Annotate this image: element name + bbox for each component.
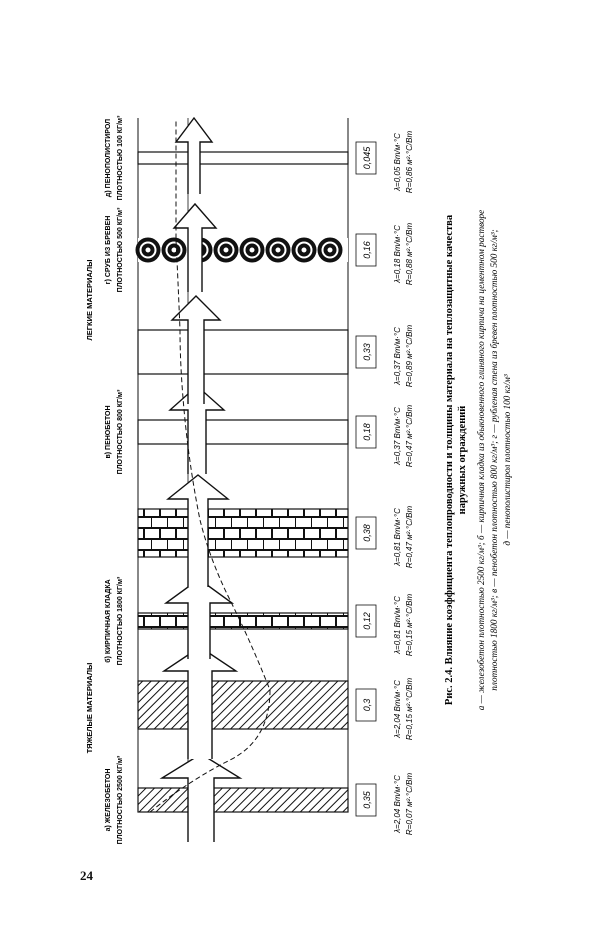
thickness-label-2: 0,12 [362,612,372,630]
thickness-label-1: 0,3 [362,698,372,712]
wall-5 [138,330,348,374]
thickness-label-6: 0,16 [362,241,372,259]
R-label-0: R=0,07 м²·°С/Вт [405,772,414,836]
material-density-6: ПЛОТНОСТЬЮ 500 КГ/м³ [117,207,124,293]
wall-1 [138,681,348,729]
lambda-label-0: λ=2,04 Вт/м·°С [393,775,402,833]
caption-title: Рис. 2.4. Влияние коэффициента теплопроводности и толщины материала на теплозащитные качества [444,214,455,706]
wall-4 [138,420,348,444]
R-label-6: R=0,88 м²·°С/Вт [405,222,414,286]
lambda-label-5: λ=0,37 Вт/м·°С [393,327,402,385]
R-label-4: R=0,47 м²·°С/Вт [405,404,414,468]
caption-title2: наружных ограждений [457,405,468,515]
R-label-7: R=0,86 м²·°С/Вт [405,130,414,194]
walls-group [104,115,414,844]
lambda-label-7: λ=0,05 Вт/м·°С [393,133,402,191]
thickness-label-3: 0,38 [362,524,372,542]
thickness-label-5: 0,33 [362,343,372,361]
R-label-5: R=0,89 м²·°С/Вт [405,324,414,388]
lambda-label-4: λ=0,37 Вт/м·°С [393,407,402,465]
group-label-light: ЛЕГКИЕ МАТЕРИАЛЫ [85,259,94,341]
material-density-0: ПЛОТНОСТЬЮ 2500 КГ/м³ [117,755,124,845]
group-label-heavy: ТЯЖЕЛЫЕ МАТЕРИАЛЫ [85,662,94,754]
material-density-7: ПЛОТНОСТЬЮ 100 КГ/м³ [117,115,124,201]
caption-line3: д — пенополистирол плотностью 100 кг/м³ [502,374,512,546]
lambda-label-1: λ=2,04 Вт/м·°С [393,680,402,738]
wall-0 [138,788,348,812]
lambda-label-6: λ=0,18 Вт/м·°С [393,225,402,283]
caption-line2: плотностью 1800 кг/м³; в — пенобетон плотностью 800 кг/м³; г — рубленая стена из бревен плотностью 500 кг/м³; [489,229,499,691]
lambda-label-2: λ=0,81 Вт/м·°С [393,596,402,654]
wall-3 [138,509,348,557]
material-name-0: а) ЖЕЛЕЗОБЕТОН [105,768,112,832]
lambda-label-3: λ=0,81 Вт/м·°С [393,508,402,566]
material-density-4: ПЛОТНОСТЬЮ 800 КГ/м³ [117,389,124,475]
caption-line1: а — железобетон плотностью 2500 кг/м³; б — кирпичная кладка из обыкновенного глиняного кирпича на цементном растворе [476,209,486,711]
R-label-1: R=0,15 м²·°С/Вт [405,677,414,741]
material-name-7: д) ПЕНОПОЛИСТИРОЛ [105,118,112,198]
R-label-2: R=0,15 м²·°С/Вт [405,593,414,657]
thickness-label-7: 0,045 [362,146,372,170]
material-name-2: б) КИРПИЧНАЯ КЛАДКА [105,579,112,663]
material-name-4: в) ПЕНОБЕТОН [105,405,112,459]
R-label-3: R=0,47 м²·°С/Вт [405,505,414,569]
thickness-label-4: 0,18 [362,423,372,441]
material-name-6: г) СРУБ ИЗ БРЕВЕН [105,215,112,285]
material-density-2: ПЛОТНОСТЬЮ 1800 КГ/м³ [117,576,124,666]
page-number: 24 [80,868,93,883]
thickness-label-0: 0,35 [362,791,372,809]
wall-7 [138,152,348,164]
